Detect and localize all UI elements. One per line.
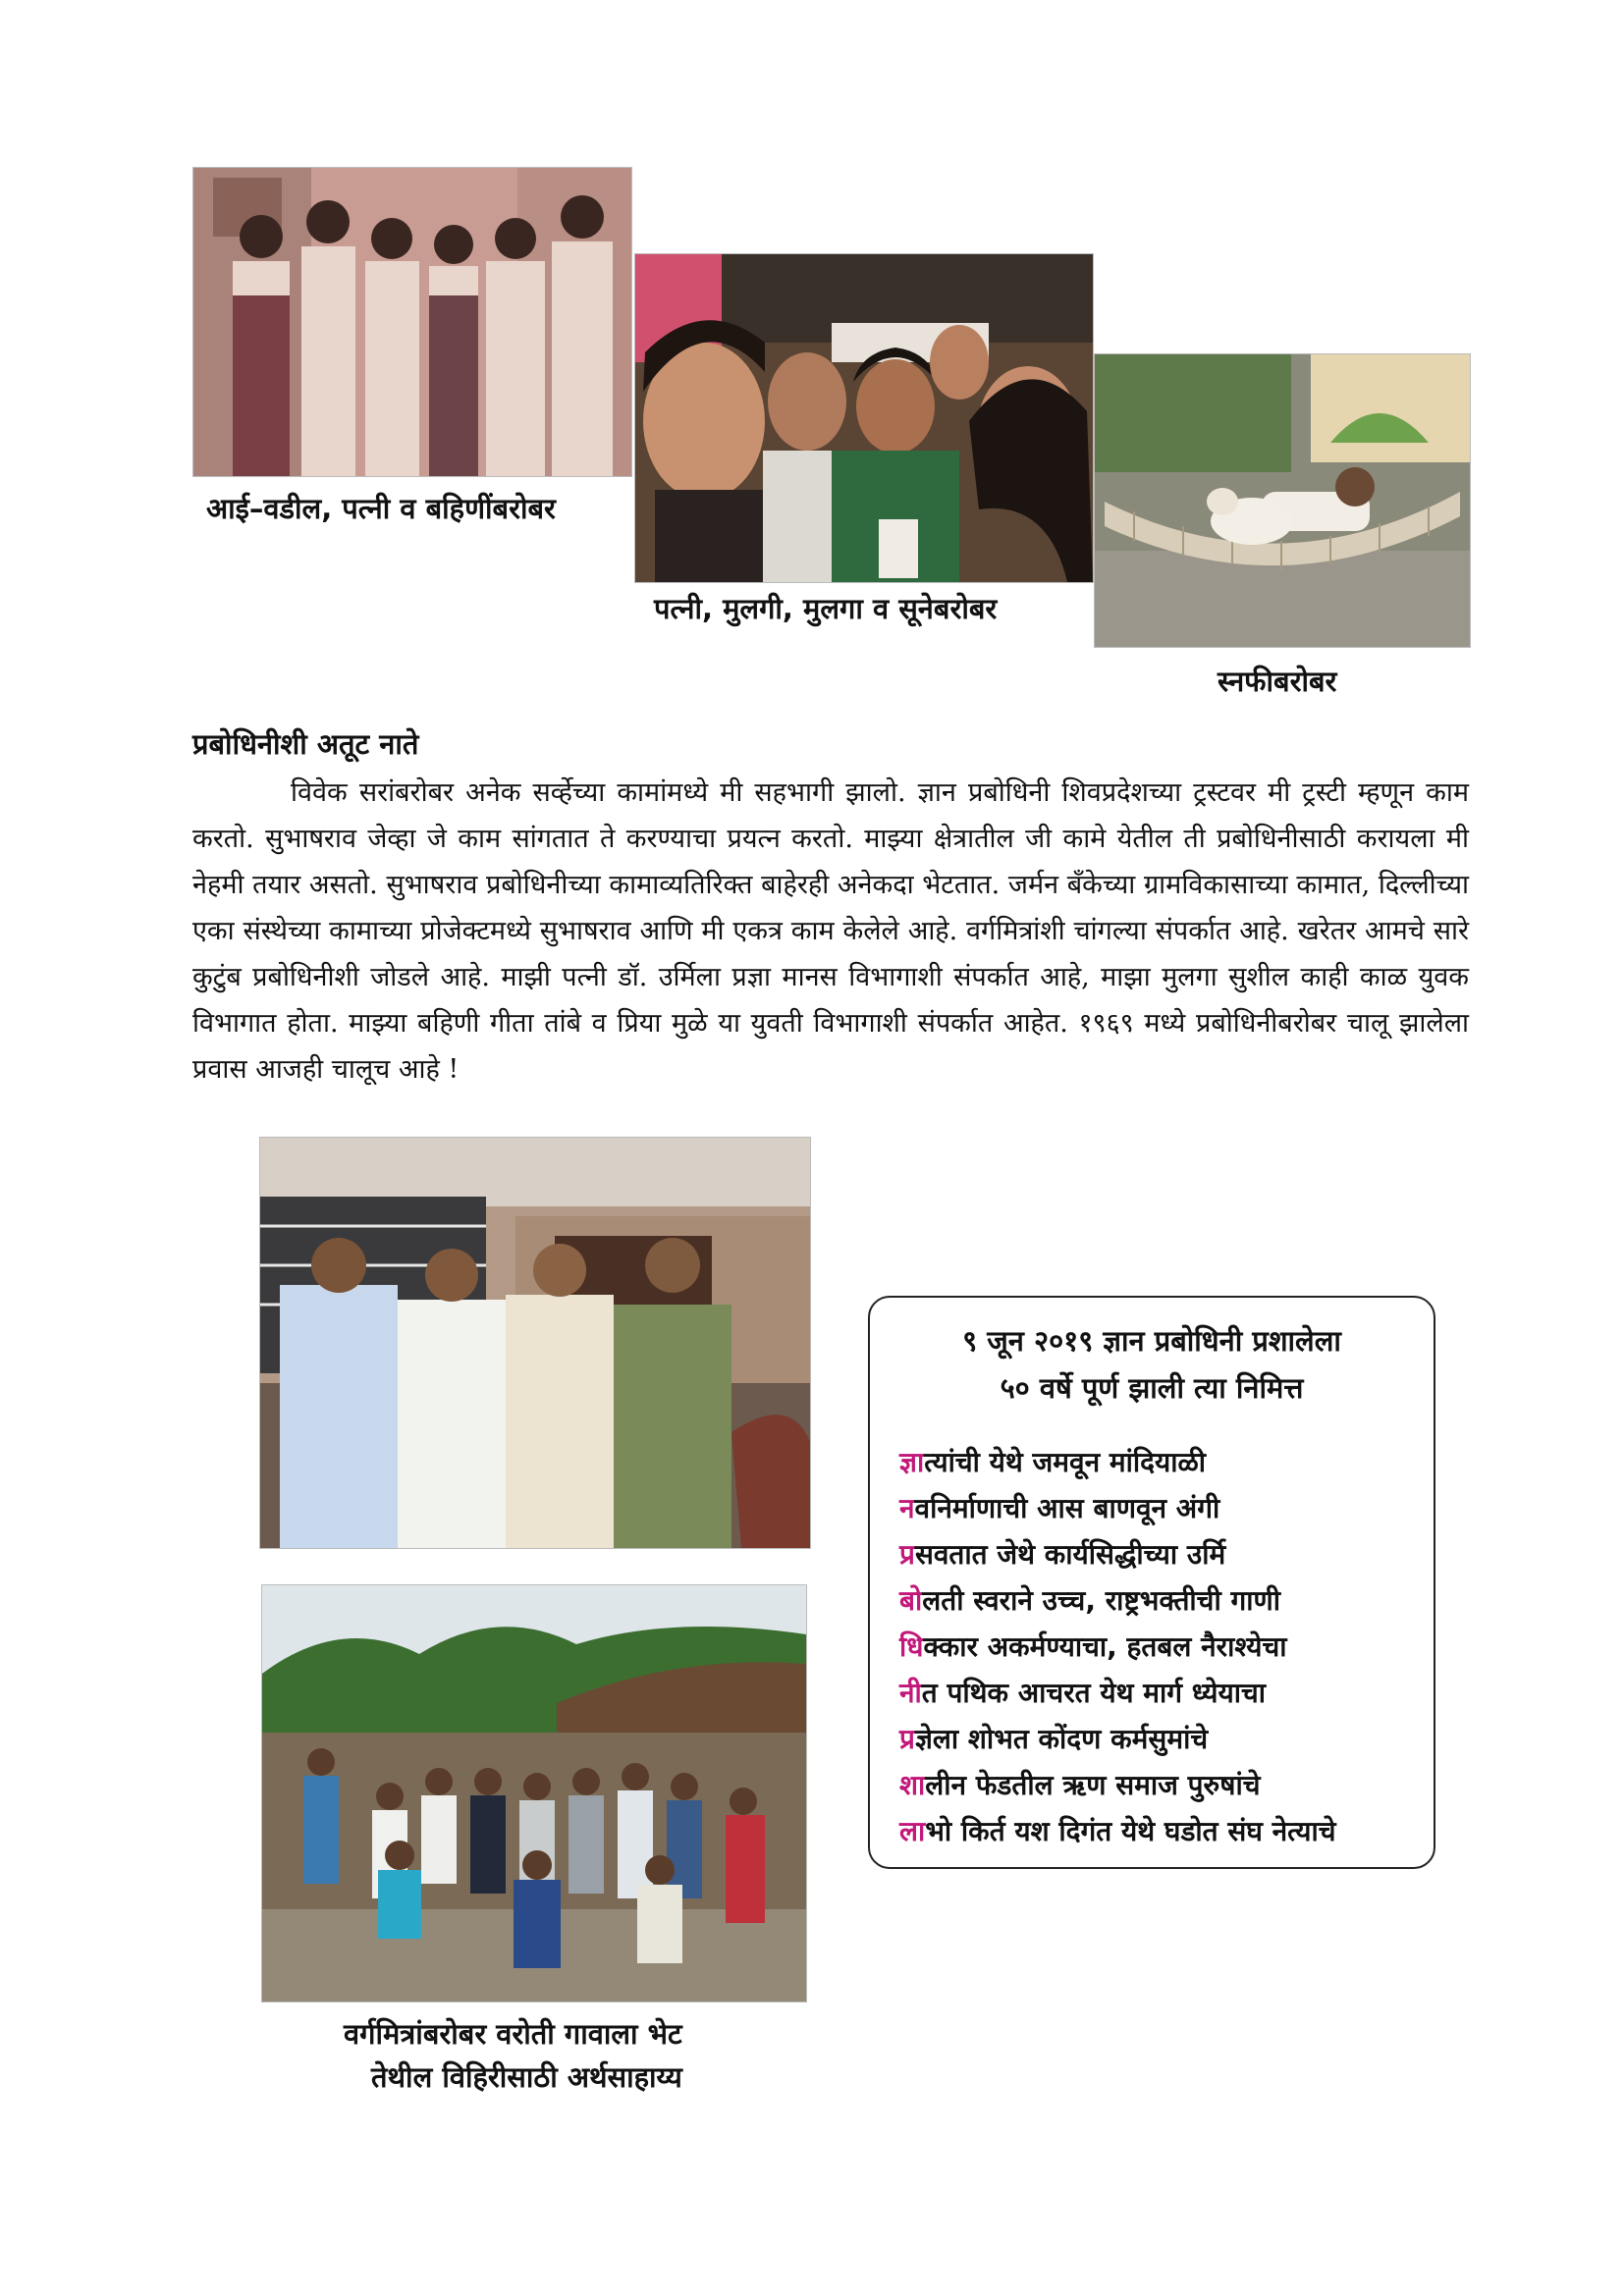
poem-line: [899, 1674, 1266, 1711]
section-heading: प्रबोधिनीशी अतूट नाते: [192, 727, 419, 761]
poem-line-initial: बो: [899, 1584, 923, 1617]
poem-line-text: ज्ञेला शोभत कोंदण कर्मसुमांचे: [914, 1723, 1209, 1755]
poem-line: [899, 1766, 1261, 1803]
hammock-dog-photo: [1094, 353, 1471, 648]
poem-line-initial: न: [899, 1492, 915, 1524]
poem-line-text: वनिर्माणाची आस बाणवून अंगी: [914, 1492, 1220, 1524]
poem-line-text: सवतात जेथे कार्यसिद्धीच्या उर्मि: [914, 1538, 1226, 1571]
poem-line-text: त्यांची येथे जमवून मांदियाळी: [924, 1446, 1206, 1478]
poem-line-initial: शा: [899, 1769, 926, 1801]
village-caption-line2: तेथील विहिरीसाठी अर्थसाहाय्य: [371, 2060, 682, 2094]
family-selfie-caption: पत्नी, मुलगी, मुलगा व सूनेबरोबर: [654, 592, 998, 625]
poem-line-text: क्कार अकर्मण्याचा, हतबल नैराश्येचा: [923, 1630, 1287, 1663]
poem-line: [899, 1720, 1208, 1757]
poem-line-initial: ला: [899, 1815, 926, 1847]
poem-line: [899, 1628, 1287, 1665]
pet-caption: स्नफीबरोबर: [1218, 665, 1337, 698]
poem-line: [899, 1812, 1336, 1849]
poem-line-text: भो किर्त यश दिगंत येथे घडोत संघ नेत्याचे: [925, 1815, 1336, 1847]
poem-line-text: लती स्वराने उच्च, राष्ट्रभक्तीची गाणी: [922, 1584, 1280, 1617]
section-paragraph-text: विवेक सरांबरोबर अनेक सर्व्हेच्या कामांमध्ये मी सहभागी झालो. ज्ञान प्रबोधिनी शिवप्रदेशच्या ट्रस्टवर मी ट्रस्टी म्हणून काम करतो. सुभाषराव जेव्हा जे काम सांगतात ते करण्याचा प्रयत्न करतो. माझ्या क्षेत्रातील जी कामे येतील ती प्रबोधिनीसाठी करायला मी नेहमी तयार असतो. सुभाषराव प्रबोधिनीच्या कामाव्यतिरिक्त बाहेरही अनेकदा भेटतात. जर्मन बँकेच्या ग्रामविकासाच्या कामात, दिल्लीच्या एका संस्थेच्या कामाच्या प्रोजेक्टमध्ये सुभाषराव आणि मी एकत्र काम केलेले आहे. वर्गमित्रांशी चांगल्या संपर्कात आहे. खरेतर आमचे सारे कुटुंब प्रबोधिनीशी जोडले आहे. माझी पत्नी डॉ. उर्मिला प्रज्ञा मानस विभागाशी संपर्कात आहे, माझा मुलगा सुशील काही काळ युवक विभागात होता. माझ्या बहिणी गीता तांबे व प्रिया मुळे या युवती विभागाशी संपर्कात आहेत. १९६९ मध्ये प्रबोधिनीबरोबर चालू झालेला प्रवास आजही चालूच आहे !: [192, 777, 1469, 1085]
poem-line: [899, 1535, 1225, 1573]
family-selfie-photo: [634, 253, 1094, 583]
village-caption-line1: वर्गमित्रांबरोबर वरोती गावाला भेट: [344, 2017, 682, 2051]
poem-title-line1: ९ जून २०१९ ज्ञान प्रबोधिनी प्रशालेला: [962, 1324, 1341, 1358]
poem-box: [868, 1296, 1435, 1869]
section-paragraph: [192, 770, 1469, 1093]
village-group-photo: [261, 1584, 807, 2002]
poem-line: [899, 1489, 1219, 1526]
family-old-photo: [192, 167, 632, 477]
poem-title-line2: ५० वर्षे पूर्ण झाली त्या निमित्त: [1000, 1371, 1304, 1405]
family-old-caption: आई–वडील, पत्नी व बहिणींबरोबर: [206, 492, 556, 525]
friends-building-photo: [259, 1137, 811, 1549]
poem-line-initial: प्र: [899, 1723, 915, 1755]
poem-line-text: त पथिक आचरत येथ मार्ग ध्येयाचा: [921, 1677, 1267, 1709]
poem-line-initial: ज्ञा: [899, 1446, 925, 1478]
poem-line-text: लीन फेडतील ऋण समाज पुरुषांचे: [925, 1769, 1261, 1801]
poem-line-initial: प्र: [899, 1538, 915, 1571]
poem-line-initial: धि: [899, 1630, 924, 1663]
poem-line-initial: नी: [899, 1677, 922, 1709]
poem-line: [899, 1443, 1206, 1480]
poem-line: [899, 1581, 1280, 1619]
